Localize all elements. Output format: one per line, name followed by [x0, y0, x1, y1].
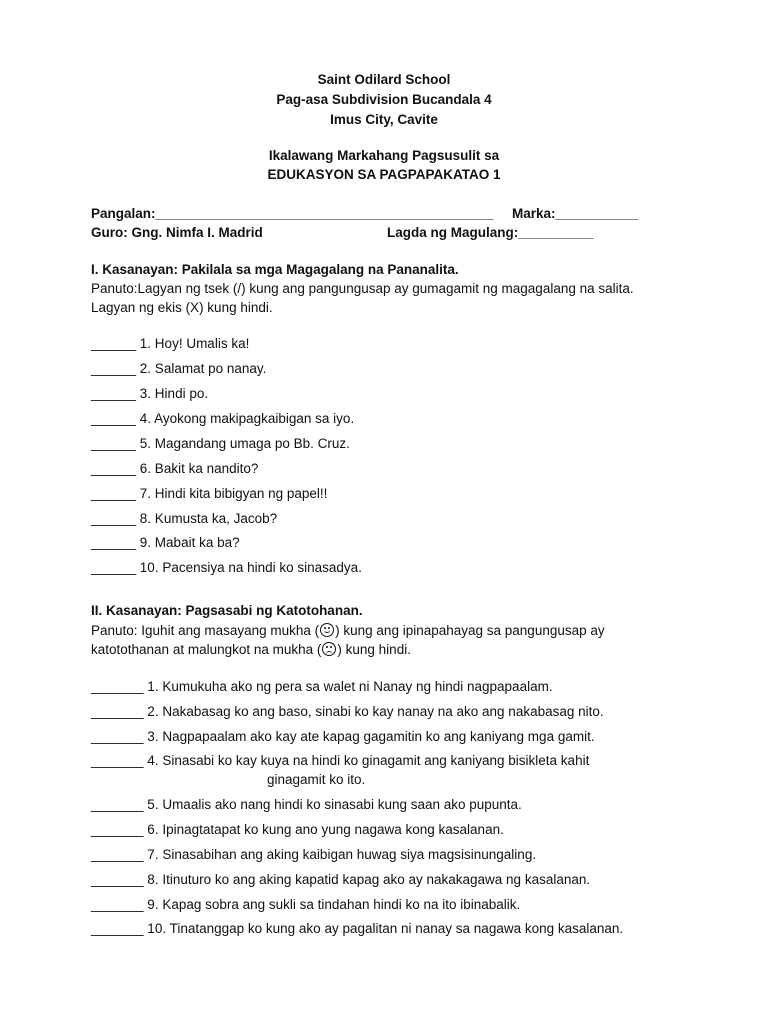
- section1-instruction-line1: Panuto:Lagyan ng tsek (/) kung ang pangungusap ay gumagamit ng magagalang na salita.: [91, 281, 634, 296]
- section2-item-4-continuation: ginagamit ko ito.: [267, 772, 366, 787]
- section1-item-1: ______ 1. Hoy! Umalis ka!: [91, 336, 250, 351]
- section1-instruction-line2: Lagyan ng ekis (X) kung hindi.: [91, 300, 273, 315]
- happy-face-icon: [320, 623, 334, 637]
- section2-item-4: _______ 4. Sinasabi ko kay kuya na hindi ko ginagamit ang kaniyang bisikleta kahit: [91, 753, 590, 768]
- section1-item-5: ______ 5. Magandang umaga po Bb. Cruz.: [91, 436, 350, 451]
- section1-item-3: ______ 3. Hindi po.: [91, 386, 209, 401]
- section2-item-10: _______ 10. Tinatanggap ko kung ako ay pagalitan ni nanay sa nagawa kong kasalanan.: [91, 921, 624, 936]
- section2-instruction-line1: [91, 623, 605, 638]
- section1-item-6: ______ 6. Bakit ka nandito?: [91, 461, 259, 476]
- section1-item-10: ______ 10. Pacensiya na hindi ko sinasadya.: [91, 560, 362, 575]
- section2-instruction-part-c: katotothanan at malungkot na mukha (: [91, 642, 322, 657]
- section2-item-2: _______ 2. Nakabasag ko ang baso, sinabi ko kay nanay na ako ang nakabasag nito.: [91, 704, 604, 719]
- section1-title: I. Kasanayan: Pakilala sa mga Magagalang na Pananalita.: [91, 262, 459, 277]
- section2-instruction-line2: [91, 642, 411, 657]
- parent-signature-label: Lagda ng Magulang:__________: [387, 225, 594, 240]
- section2-item-5: _______ 5. Umaalis ako nang hindi ko sinasabi kung saan ako pupunta.: [91, 797, 522, 812]
- section1-item-7: ______ 7. Hindi kita bibigyan ng papel!!: [91, 486, 328, 501]
- section2-instruction-part-a: Panuto: Iguhit ang masayang mukha (: [91, 623, 320, 638]
- section2-item-9: _______ 9. Kapag sobra ang sukli sa tindahan hindi ko na ito ibinabalik.: [91, 897, 521, 912]
- section1-item-2: ______ 2. Salamat po nanay.: [91, 361, 267, 376]
- subject-title: EDUKASYON SA PAGPAPAKATAO 1: [267, 167, 501, 182]
- section2-instruction-part-b: ) kung ang ipinapahayag sa pangungusap ay: [335, 623, 605, 638]
- sad-face-icon: [322, 642, 336, 656]
- section1-item-8: ______ 8. Kumusta ka, Jacob?: [91, 511, 278, 526]
- school-name: Saint Odilard School: [317, 72, 451, 87]
- section2-item-1: _______ 1. Kumukuha ako ng pera sa walet ni Nanay ng hindi nagpapaalam.: [91, 679, 553, 694]
- name-field-label: Pangalan:_____________________________________________: [91, 206, 494, 221]
- score-field-label: Marka:___________: [512, 206, 639, 221]
- section1-item-9: ______ 9. Mabait ka ba?: [91, 535, 240, 550]
- section2-item-6: _______ 6. Ipinagtatapat ko kung ano yung nagawa kong kasalanan.: [91, 822, 504, 837]
- section2-item-8: _______ 8. Itinuturo ko ang aking kapatid kapag ako ay nakakagawa ng kasalanan.: [91, 872, 591, 887]
- section2-instruction-part-d: ) kung hindi.: [337, 642, 411, 657]
- section1-item-4: ______ 4. Ayokong makipagkaibigan sa iyo.: [91, 411, 355, 426]
- section2-title: II. Kasanayan: Pagsasabi ng Katotohanan.: [91, 603, 363, 618]
- school-address-line1: Pag-asa Subdivision Bucandala 4: [276, 92, 492, 107]
- exam-title: Ikalawang Markahang Pagsusulit sa: [268, 148, 500, 163]
- section2-item-3: _______ 3. Nagpapaalam ako kay ate kapag gagamitin ko ang kaniyang mga gamit.: [91, 729, 595, 744]
- school-address-line2: Imus City, Cavite: [330, 112, 438, 127]
- teacher-name: Guro: Gng. Nimfa I. Madrid: [91, 225, 263, 240]
- section2-item-7: _______ 7. Sinasabihan ang aking kaibigan huwag siya magsisinungaling.: [91, 847, 537, 862]
